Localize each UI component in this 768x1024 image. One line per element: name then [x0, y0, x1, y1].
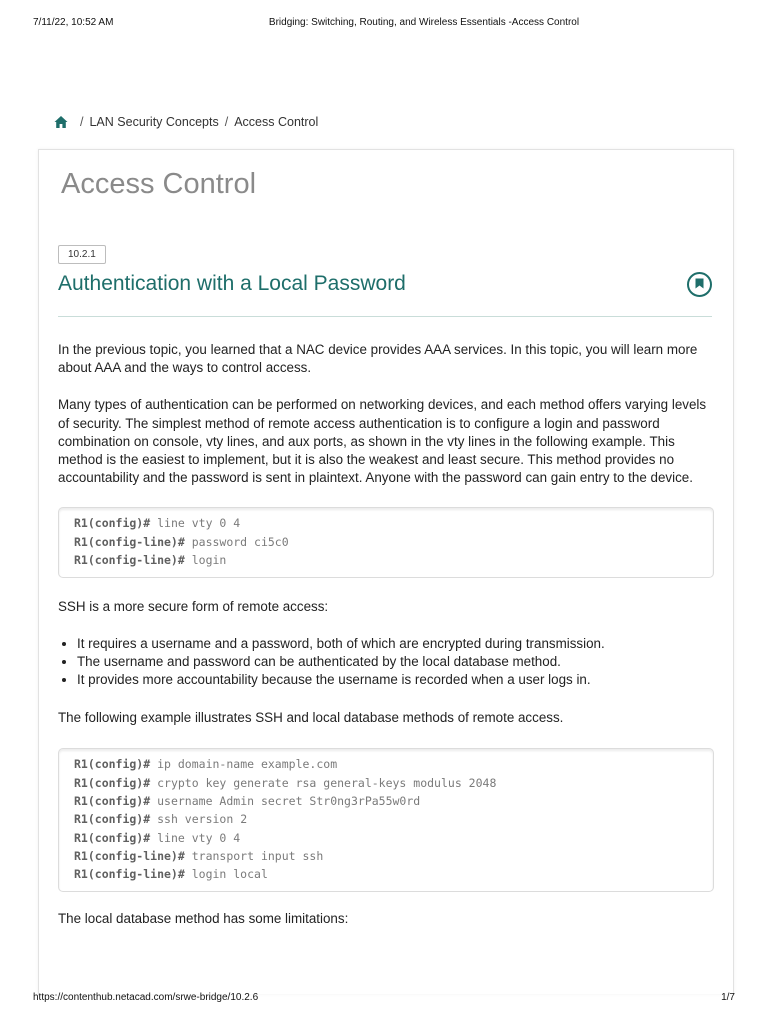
- breadcrumb-link-lan-security[interactable]: LAN Security Concepts: [89, 115, 219, 129]
- code-line: R1(config)# username Admin secret Str0ng3rPa55w0rd: [74, 793, 421, 808]
- code-line: R1(config-line)# login local: [74, 867, 268, 882]
- code-line: R1(config)# crypto key generate rsa general-keys modulus 2048: [74, 775, 497, 790]
- divider: [58, 316, 712, 317]
- code-line: R1(config)# ssh version 2: [74, 812, 248, 827]
- code-block-ssh-local: [58, 748, 714, 892]
- example-paragraph: The following example illustrates SSH and local database methods of remote access.: [58, 710, 564, 726]
- topic-content: [58, 341, 714, 929]
- print-title: Bridging: Switching, Routing, and Wireless Essentials -Access Control: [268, 17, 580, 28]
- print-header: [33, 17, 735, 31]
- topic-title: Authentication with a Local Password: [58, 272, 406, 295]
- intro-paragraph: In the previous topic, you learned that a NAC device provides AAA services. In this topic, you will learn more about AAA and the ways to control access.: [58, 342, 698, 376]
- list-item: • It requires a username and a password, both of which are encrypted during transmission.: [77, 635, 714, 653]
- code-line: R1(config)# line vty 0 4: [74, 516, 241, 531]
- code-line: R1(config)# line vty 0 4: [74, 830, 241, 845]
- breadcrumb-separator: /: [80, 115, 84, 129]
- code-block-vty-password: [58, 507, 714, 578]
- code-line: R1(config-line)# password ci5c0: [74, 534, 289, 549]
- list-item: • The username and password can be authenticated by the local database method.: [77, 653, 714, 671]
- home-icon[interactable]: [54, 115, 68, 129]
- print-url: https://contenthub.netacad.com/srwe-bridge/10.2.6: [33, 992, 259, 1003]
- breadcrumb: [54, 115, 318, 129]
- breadcrumb-separator: /: [224, 115, 229, 129]
- ssh-bullet-list: [58, 635, 714, 690]
- print-footer: [33, 992, 735, 1006]
- topic-number-badge: 10.2.1: [58, 245, 106, 264]
- code-line: R1(config-line)# transport input ssh: [74, 848, 324, 863]
- print-datetime: 7/11/22, 10:52 AM: [33, 17, 114, 28]
- page-title: Access Control: [61, 168, 257, 200]
- list-item: • It provides more accountability because the username is recorded when a user logs in.: [77, 671, 714, 689]
- bookmark-icon: [695, 276, 704, 294]
- code-line: R1(config-line)# login: [74, 553, 227, 568]
- limitations-paragraph: The local database method has some limitations:: [58, 911, 349, 927]
- bookmark-button[interactable]: [687, 272, 712, 297]
- ssh-paragraph: SSH is a more secure form of remote access:: [58, 599, 329, 615]
- authentication-paragraph: Many types of authentication can be performed on networking devices, and each method offers varying levels of security. The simplest method of remote access authentication is to configure a login and password combination on console, vty lines, and aux ports, as shown in the vty lines in the following example. This method is the easiest to implement, but it is also the weakest and least secure. This method provides no accountability and the password is sent in plaintext. Anyone with the password can gain entry to the device.: [58, 397, 707, 486]
- breadcrumb-link-access-control[interactable]: Access Control: [234, 115, 319, 129]
- print-page-number: 1/7: [721, 992, 735, 1003]
- code-line: R1(config)# ip domain-name example.com: [74, 757, 338, 772]
